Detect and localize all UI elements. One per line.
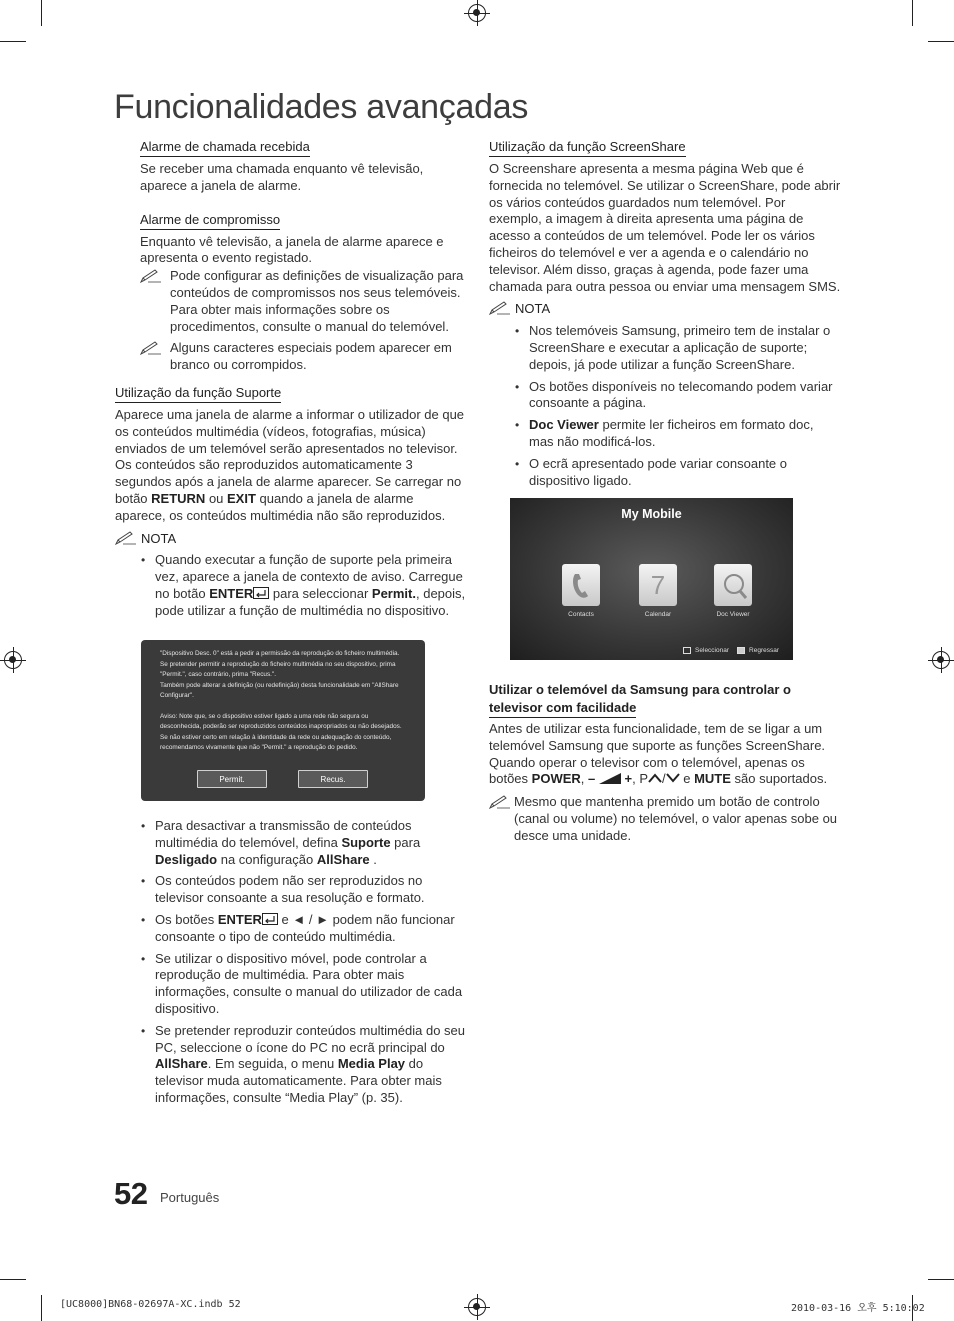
note-list xyxy=(489,323,841,489)
list-item: • Nos telemóveis Samsung, primeiro tem de instalar o ScreenShare e executar a aplicação de suporte; depois, já pode utilizar a função ScreenShare. xyxy=(515,323,841,373)
contacts-icon[interactable] xyxy=(562,564,600,606)
permit-button[interactable]: Permit. xyxy=(197,770,267,788)
pencil-note-icon xyxy=(489,795,511,809)
right-column-mobile-control xyxy=(489,681,841,845)
left-column-support xyxy=(115,385,467,620)
list-item: • Se pretender reproduzir conteúdos multimédia do seu PC, seleccione o ícone do PC no ecrã principal do AllShare. Em seguida, o menu Media Play do televisor muda automaticamente. Para obter mais informações, consulte “Media Play” (p. 35). xyxy=(141,1023,467,1107)
note-list xyxy=(115,552,467,619)
crop-mark xyxy=(41,0,42,26)
enter-key-icon xyxy=(683,647,691,654)
list-item: • O ecrã apresentado pode variar consoante o dispositivo ligado. xyxy=(515,456,841,490)
permission-dialog-screenshot xyxy=(141,640,425,801)
enter-key-icon xyxy=(262,913,278,925)
paragraph: Aparece uma janela de alarme a informar o utilizador de que os conteúdos multimédia (vídeos, fotografias, música) enviados de um telemóvel serão apresentados no televisor. Os conteúdos são reproduzidos automaticamente 3 segundos após a janela de alarme aparecer. Se carregar no botão RETURN ou EXIT quando a janela de alarme aparece, os conteúdos multimédia não são reproduzidos. xyxy=(115,407,465,523)
registration-mark-icon xyxy=(468,1298,486,1316)
paragraph: O Screenshare apresenta a mesma página Web que é fornecida no telemóvel. Se utilizar o ScreenShare, pode abrir os vários conteúdos guardados num telemóvel. Por exemplo, a imagem à direita apresenta uma página de acesso a conteúdos de um telemóvel. Pode ler os vários ficheiros do telemóvel e ver a agenda e o calendário no televisor. Além disso, graças à agenda, pode fazer uma chamada para outra pessoa ou enviar uma mensagem SMS. xyxy=(489,161,841,294)
crop-mark xyxy=(0,41,26,42)
channel-down-icon xyxy=(666,773,680,783)
registration-mark-icon xyxy=(4,651,22,669)
pencil-note-icon xyxy=(140,269,162,283)
my-mobile-title: My Mobile xyxy=(621,507,682,521)
contacts-label: Contacts xyxy=(568,611,594,618)
registration-mark-icon xyxy=(932,651,950,669)
list-item: • Se utilizar o dispositivo móvel, pode controlar a reprodução de multimédia. Para obter mais informações, consulte o manual do utilizador de cada dispositivo. xyxy=(141,951,467,1018)
paragraph: Antes de utilizar esta funcionalidade, tem de se ligar a um telemóvel Samsung que suporte as funções ScreenShare. Quando operar o televisor com o telemóvel, apenas os botões POWER, – +, P / e MUTE são suportados. xyxy=(489,721,828,787)
return-key-icon xyxy=(737,647,745,654)
footer-file-info: [UC8000]BN68-02697A-XC.indb 52 xyxy=(60,1299,241,1310)
note-heading: NOTA xyxy=(115,531,467,548)
note: Pode configurar as definições de visualização para conteúdos de compromissos nos seus telemóveis. Para obter mais informações sobre os procedimentos, consulte o manual do telemóvel. xyxy=(140,268,470,335)
paragraph: Se receber uma chamada enquanto vê televisão, aparece a janela de alarme. xyxy=(140,161,424,193)
list-item: • Doc Viewer permite ler ficheiros em formato doc, mas não modificá-los. xyxy=(515,417,841,451)
section-heading: Utilização da função ScreenShare xyxy=(489,139,841,157)
channel-up-icon xyxy=(648,773,662,783)
crop-mark xyxy=(928,41,954,42)
note-heading: NOTA xyxy=(489,301,841,318)
page-title: Funcionalidades avançadas xyxy=(114,88,529,126)
list-item: • Os botões disponíveis no telecomando podem variar consoante a página. xyxy=(515,379,841,413)
doc-viewer-icon[interactable] xyxy=(714,564,752,606)
my-mobile-screenshot xyxy=(510,498,793,660)
note: Mesmo que mantenha premido um botão de controlo (canal ou volume) no telemóvel, o valor apenas sobe ou desce uma unidade. xyxy=(489,794,841,844)
left-column-bullets xyxy=(141,818,467,1107)
paragraph: Enquanto vê televisão, a janela de alarme aparece e apresenta o evento registado. xyxy=(140,233,444,266)
calendar-icon[interactable]: 7 xyxy=(639,564,677,606)
section-heading: Alarme de chamada recebida xyxy=(140,139,470,157)
note-list xyxy=(141,818,467,1107)
crop-mark xyxy=(912,0,913,26)
note: Alguns caracteres especiais podem aparecer em branco ou corrompidos. xyxy=(140,340,470,374)
crop-mark xyxy=(41,1295,42,1321)
refuse-button[interactable]: Recus. xyxy=(298,770,368,788)
list-item: • Para desactivar a transmissão de conteúdos multimédia do telemóvel, defina Suporte para Desligado na configuração AllShare . xyxy=(141,818,467,868)
pencil-note-icon xyxy=(115,531,137,545)
doc-viewer-label: Doc Viewer xyxy=(716,611,750,618)
footer-timestamp: 2010-03-16 오후 5:10:02 xyxy=(791,1303,925,1314)
enter-key-icon xyxy=(253,587,269,599)
left-column xyxy=(140,139,470,374)
section-heading: Utilização da função Suporte xyxy=(115,385,467,403)
section-heading: Utilizar o telemóvel da Samsung para controlar o televisor com facilidade xyxy=(489,681,841,718)
list-item: • Quando executar a função de suporte pela primeira vez, aparece a janela de contexto de aviso. Carregue no botão ENTER para seleccionar Permit., depois, pode utilizar a função de multimédia no dispositivo. xyxy=(141,552,467,619)
registration-mark-icon xyxy=(468,4,486,22)
dialog-text: "Dispositivo Desc. 0" está a pedir a permissão da reprodução do ficheiro multimédia. Se pretender permitir a reprodução do ficheiro multimédia no seu dispositivo, prima "Permit.", caso contrário, prima "Recus.". Também pode alterar a definição (ou redefinição) desta funcionalidade em "AllShare Configurar". Aviso: Note que, se o dispositivo estiver ligado a uma rede não segura ou desconhecida, poderão ser reproduzidos conteúdos inapropriados ou não desejados. Se não estiver certo em relação à identidade da rede ou adequação do conteúdo, recomendamos vivamente que não "Permit." a reprodução do pedido. xyxy=(160,650,402,751)
volume-ramp-icon xyxy=(599,773,621,784)
page-number: 52 xyxy=(114,1176,148,1211)
crop-mark xyxy=(0,1279,26,1280)
pencil-note-icon xyxy=(489,301,511,315)
section-heading: Alarme de compromisso xyxy=(140,212,470,230)
right-column xyxy=(489,139,841,489)
list-item: • Os botões ENTER e ◄ / ► podem não funcionar consoante o tipo de conteúdo multimédia. xyxy=(141,912,467,946)
my-mobile-footer: Seleccionar Regressar xyxy=(683,647,779,654)
crop-mark xyxy=(928,1279,954,1280)
page-language: Português xyxy=(160,1190,220,1205)
calendar-label: Calendar xyxy=(644,611,672,618)
pencil-note-icon xyxy=(140,341,162,355)
list-item: • Os conteúdos podem não ser reproduzidos no televisor consoante a sua resolução e formato. xyxy=(141,873,467,907)
